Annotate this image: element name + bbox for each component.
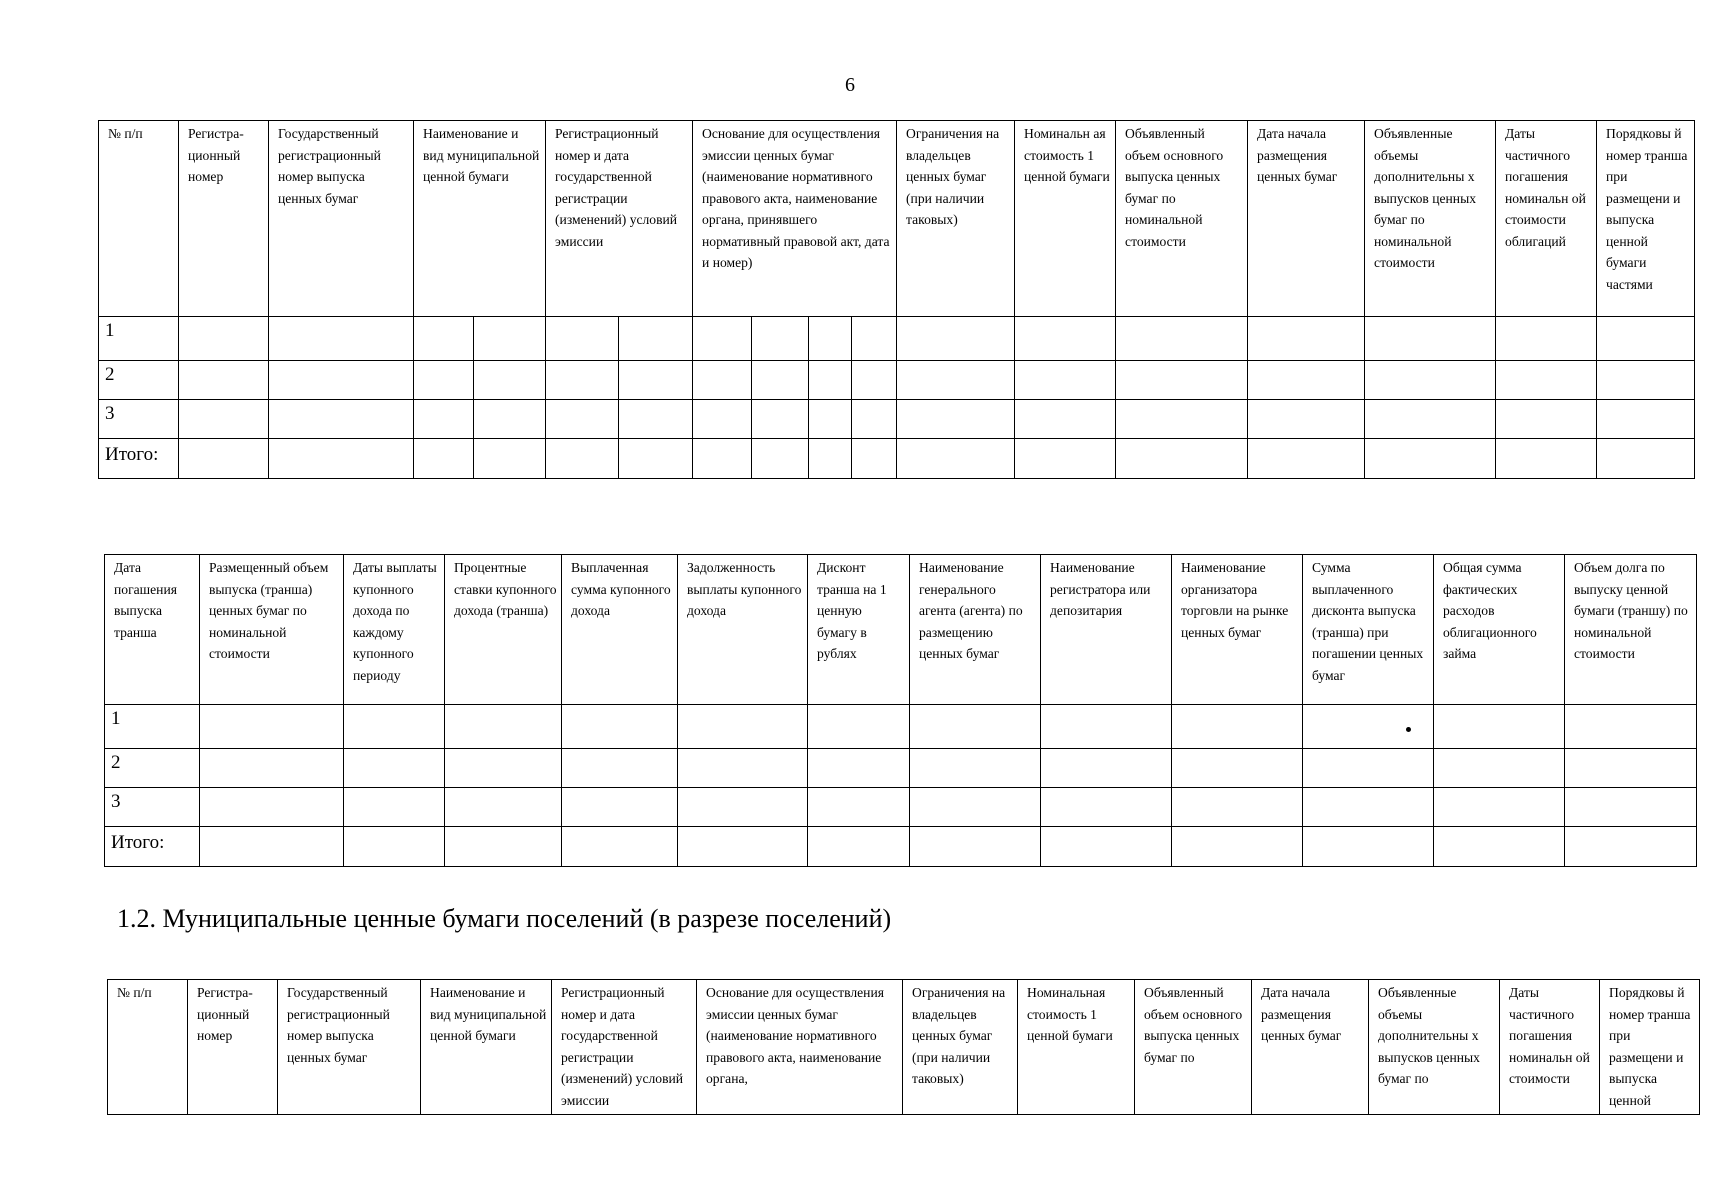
header-cell: Порядковы й номер транша при размещени и выпуска ценной бумаги частями	[1597, 121, 1695, 317]
header-cell: Наименование генерального агента (агента) по размещению ценных бумаг	[910, 555, 1041, 705]
row-number: 3	[105, 788, 200, 827]
header-cell: Номинальн ая стоимость 1 ценной бумаги	[1015, 121, 1116, 317]
header-cell: Даты частичного погашения номинальн ой стоимости облигаций	[1496, 121, 1597, 317]
header-cell: Сумма выплаченного дисконта выпуска (транша) при погашении ценных бумаг	[1303, 555, 1434, 705]
row-number: 1	[105, 705, 200, 749]
header-cell: Дата погашения выпуска транша	[105, 555, 200, 705]
dot-mark	[1406, 727, 1411, 732]
header-cell: Объявленный объем основного выпуска ценных бумаг по номинальной стоимости	[1116, 121, 1248, 317]
header-cell: Ограничения на владельцев ценных бумаг (при наличии таковых)	[903, 980, 1018, 1115]
section-heading: 1.2. Муниципальные ценные бумаги поселений (в разрезе поселений)	[117, 904, 892, 933]
settlement-securities-table	[107, 979, 1700, 1115]
header-cell: Регистра-ционный номер	[188, 980, 278, 1115]
row-number: 3	[99, 400, 179, 439]
header-cell: № п/п	[99, 121, 179, 317]
header-cell: Выплаченная сумма купонного дохода	[562, 555, 678, 705]
header-cell: Объявленные объемы дополнительны х выпусков ценных бумаг по номинальной стоимости	[1365, 121, 1496, 317]
header-cell: Объявленные объемы дополнительны х выпусков ценных бумаг по	[1369, 980, 1500, 1115]
header-cell: Процентные ставки купонного дохода (транша)	[445, 555, 562, 705]
header-cell: Государственный регистрационный номер выпуска ценных бумаг	[269, 121, 414, 317]
header-cell: Порядковы й номер транша при размещени и выпуска ценной	[1600, 980, 1700, 1115]
header-cell: Регистра-ционный номер	[179, 121, 269, 317]
total-row	[105, 827, 1697, 867]
header-cell: Объявленный объем основного выпуска ценных бумаг по	[1135, 980, 1252, 1115]
page-number: 6	[845, 74, 855, 96]
total-label: Итого:	[99, 439, 179, 479]
table-row	[99, 361, 1695, 400]
header-cell: Наименование организатора торговли на рынке ценных бумаг	[1172, 555, 1303, 705]
header-cell: Дата начала размещения ценных бумаг	[1252, 980, 1369, 1115]
header-cell: Наименование регистратора или депозитария	[1041, 555, 1172, 705]
header-cell: Государственный регистрационный номер выпуска ценных бумаг	[278, 980, 421, 1115]
row-number: 2	[99, 361, 179, 400]
header-cell: Даты выплаты купонного дохода по каждому купонного периоду	[344, 555, 445, 705]
row-number: 1	[99, 317, 179, 361]
header-cell: Даты частичного погашения номинальн ой стоимости	[1500, 980, 1600, 1115]
header-cell: № п/п	[108, 980, 188, 1115]
header-cell: Основание для осуществления эмиссии ценных бумаг (наименование нормативного правового акта, наименование органа,	[697, 980, 903, 1115]
header-cell: Регистрационный номер и дата государственной регистрации (изменений) условий эмиссии	[552, 980, 697, 1115]
header-cell: Наименование и вид муниципальной ценной бумаги	[414, 121, 546, 317]
header-cell: Задолженность выплаты купонного дохода	[678, 555, 808, 705]
header-cell: Регистрационный номер и дата государственной регистрации (изменений) условий эмиссии	[546, 121, 693, 317]
total-label: Итого:	[105, 827, 200, 867]
table-header-row	[105, 555, 1697, 705]
table-header-row	[99, 121, 1695, 317]
securities-issues-table	[98, 120, 1695, 479]
table-row	[99, 400, 1695, 439]
header-cell: Размещенный объем выпуска (транша) ценных бумаг по номинальной стоимости	[200, 555, 344, 705]
total-row	[99, 439, 1695, 479]
table-header-row	[108, 980, 1700, 1115]
table-row	[99, 317, 1695, 361]
header-cell: Наименование и вид муниципальной ценной бумаги	[421, 980, 552, 1115]
header-cell: Общая сумма фактических расходов облигационного займа	[1434, 555, 1565, 705]
table-row	[105, 705, 1697, 749]
header-cell: Дисконт транша на 1 ценную бумагу в рублях	[808, 555, 910, 705]
header-cell: Основание для осуществления эмиссии ценных бумаг (наименование нормативного правового акта, наименование органа, принявшего нормативный правовой акт, дата и номер)	[693, 121, 897, 317]
row-number: 2	[105, 749, 200, 788]
table-row	[105, 788, 1697, 827]
header-cell: Дата начала размещения ценных бумаг	[1248, 121, 1365, 317]
table-row	[105, 749, 1697, 788]
header-cell: Объем долга по выпуску ценной бумаги (траншу) по номинальной стоимости	[1565, 555, 1697, 705]
header-cell: Номинальная стоимость 1 ценной бумаги	[1018, 980, 1135, 1115]
tranche-details-table	[104, 554, 1697, 867]
header-cell: Ограничения на владельцев ценных бумаг (при наличии таковых)	[897, 121, 1015, 317]
